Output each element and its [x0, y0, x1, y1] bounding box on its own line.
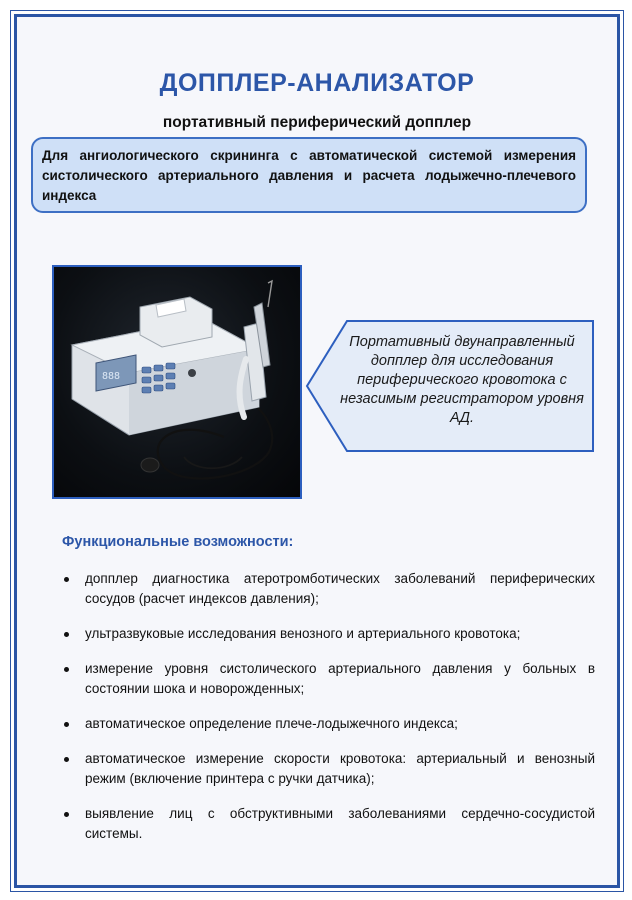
bullet-icon: [64, 812, 69, 817]
features-list: [59, 569, 595, 859]
list-item: измерение уровня систолического артериального давления у больных в состоянии шока и новорожденных;: [59, 659, 595, 699]
bullet-icon: [64, 632, 69, 637]
doppler-device-photo: [52, 265, 302, 499]
features-heading: Функциональные возможности:: [62, 534, 294, 550]
list-item: ультразвуковые исследования венозного и артериального кровотока;: [59, 624, 595, 644]
bullet-icon: [64, 667, 69, 672]
list-item: автоматическое измерение скорости кровотока: артериальный и венозный режим (включение принтера с ручки датчика);: [59, 749, 595, 789]
page-frame: [14, 14, 620, 888]
keypad: [142, 363, 175, 393]
page-subtitle: портативный периферический допплер: [162, 114, 472, 131]
list-item: допплер диагностика атеротромботических заболеваний периферических сосудов (расчет индексов давления);: [59, 569, 595, 609]
callout-box: [305, 319, 595, 453]
bullet-icon: [64, 757, 69, 762]
page-title: ДОППЛЕР-АНАЛИЗАТОР: [159, 69, 475, 97]
lead-box: [31, 137, 587, 213]
power-knob: [188, 369, 196, 377]
bullet-icon: [64, 722, 69, 727]
list-item: автоматическое определение плече-лодыжечного индекса;: [59, 714, 595, 734]
sensor-cuff-connector: [141, 458, 159, 472]
callout-text: Портативный двунаправленный допплер для исследования периферического кровотока с незасимым регистратором уровня АД.: [340, 334, 584, 426]
lcd-readout: 888: [102, 371, 121, 382]
bullet-icon: [64, 577, 69, 582]
device-illustration: [54, 267, 300, 497]
list-item: выявление лиц с обструктивными заболеваниями сердечно-сосудистой системы.: [59, 804, 595, 844]
lead-text: Для ангиологического скрининга с автоматической системой измерения систолического артериального давления и расчета лодыжечно-плечевого индекса: [42, 148, 576, 203]
